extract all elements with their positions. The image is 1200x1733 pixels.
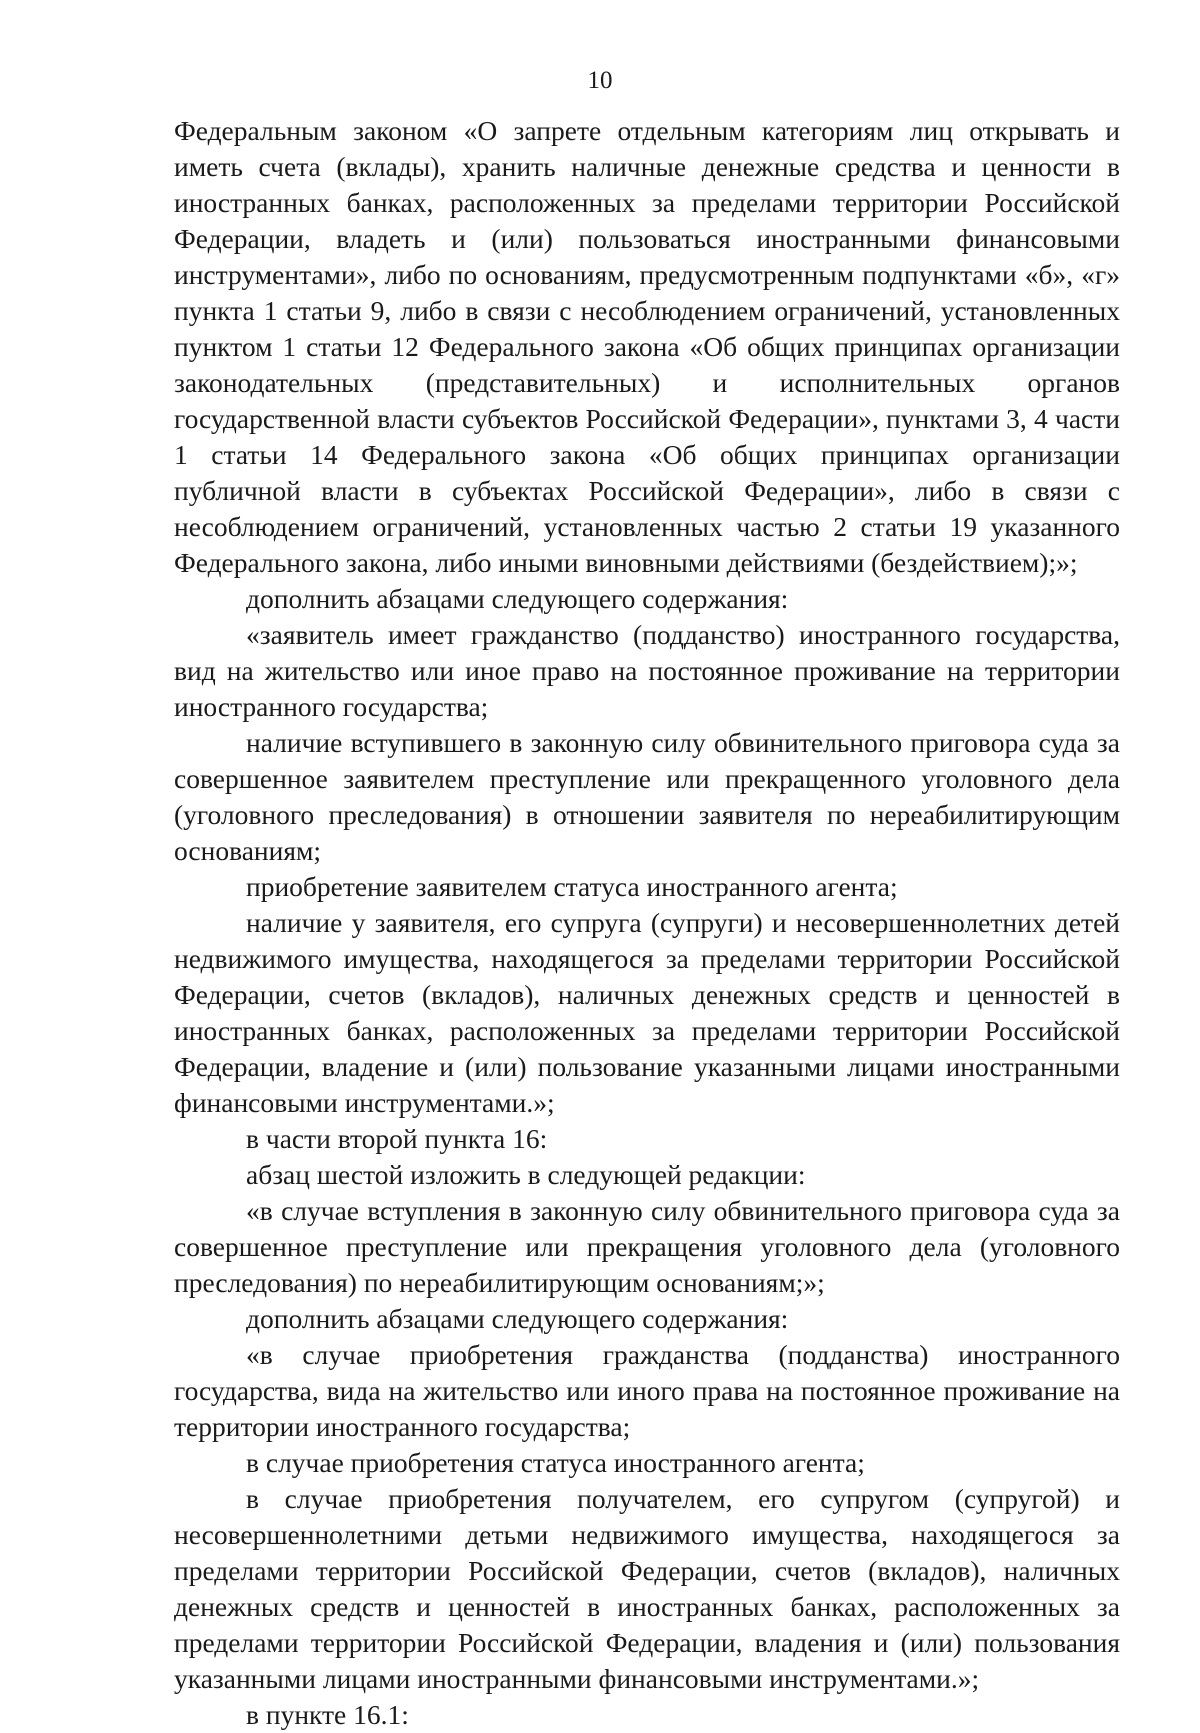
paragraph-conviction-case: «в случае вступления в законную силу обвинительного приговора суда за совершенное преступление или прекращения уголовного дела (уголовного преследования) по нереабилитирующим основаниям;»; [174,1195,1120,1298]
document-body [174,113,1120,1733]
paragraph-continuation: Федеральным законом «О запрете отдельным категориям лиц открывать и иметь счета (вклады), хранить наличные денежные средства и ценности в иностранных банках, расположенных за пределами территории Российской Федерации, владеть и (или) пользоваться иностранными финансовыми инструментами», либо по основаниям, предусмотренным подпунктами «б», «г» пункта 1 статьи 9, либо в связи с несоблюдением ограничений, установленных пунктом 1 статьи 12 Федерального закона «Об общих принципах организации законодательных (представительных) и исполнительных органов государственной власти субъектов Российской Федерации», пунктами 3, 4 части 1 статьи 14 Федерального закона «Об общих принципах организации публичной власти в субъектах Российской Федерации», либо в связи с несоблюдением ограничений, установленных частью 2 статьи 19 указанного Федерального закона, либо иными виновными действиями (бездействием);»; [174,115,1120,578]
paragraph-sixth-para-instruction: абзац шестой изложить в следующей редакции: [246,1159,806,1190]
paragraph-item-16-1: в пункте 16.1: [246,1699,409,1730]
paragraph-citizenship-clause: «заявитель имеет гражданство (подданство) иностранного государства, вид на жительство или иное право на постоянное проживание на территории иностранного государства; [174,619,1120,722]
paragraph-amend-instruction-2: дополнить абзацами следующего содержания: [246,1303,789,1334]
paragraph-foreign-assets-clause: наличие у заявителя, его супруга (супруги) и несовершеннолетних детей недвижимого имущества, находящегося за пределами территории Российской Федерации, счетов (вкладов), наличных денежных средств и ценностей в иностранных банках, расположенных за пределами территории Российской Федерации, владение и (или) пользование указанными лицами иностранными финансовыми инструментами.»; [174,907,1120,1118]
paragraph-foreign-agent-clause: приобретение заявителем статуса иностранного агента; [246,871,898,902]
paragraph-conviction-clause: наличие вступившего в законную силу обвинительного приговора суда за совершенное заявителем преступление или прекращенного уголовного дела (уголовного преследования) в отношении заявителя по нереабилитирующим основаниям; [174,727,1120,866]
page-number: 10 [587,67,613,94]
paragraph-foreign-agent-case: в случае приобретения статуса иностранного агента; [246,1447,865,1478]
paragraph-amend-instruction: дополнить абзацами следующего содержания: [246,583,789,614]
paragraph-citizenship-case: «в случае приобретения гражданства (подданства) иностранного государства, вида на жительство или иного права на постоянное проживание на территории иностранного государства; [174,1339,1120,1442]
paragraph-foreign-assets-case: в случае приобретения получателем, его супругом (супругой) и несовершеннолетними детьми недвижимого имущества, находящегося за пределами территории Российской Федерации, счетов (вкладов), наличных денежных средств и ценностей в иностранных банках, расположенных за пределами территории Российской Федерации, владения и (или) пользования указанными лицами иностранными финансовыми инструментами.»; [174,1483,1120,1694]
paragraph-item-16-part-2: в части второй пункта 16: [246,1123,548,1154]
